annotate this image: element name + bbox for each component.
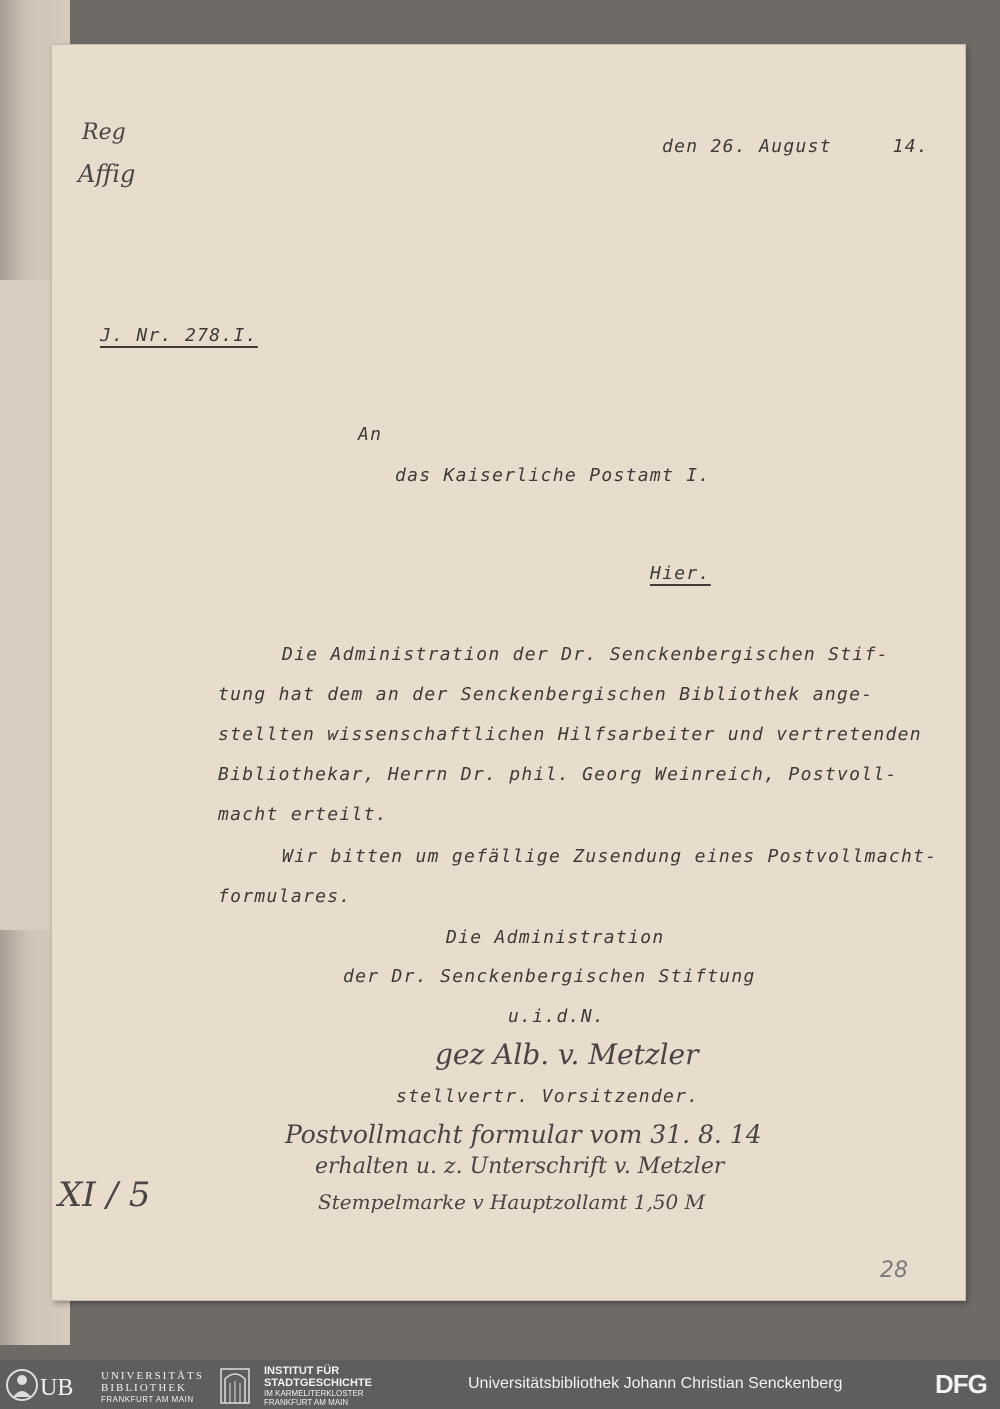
- body-line-3: stellten wissenschaftlichen Hilfsarbeiter und vertretenden: [218, 724, 922, 745]
- ub-name-line1: UNIVERSITÄTS: [101, 1370, 204, 1382]
- page-number: 28: [880, 1258, 908, 1283]
- corner-note-1: Reg: [82, 120, 126, 145]
- closing-line-1: Die Administration: [446, 927, 665, 948]
- addressee-name: das Kaiserliche Postamt I.: [395, 465, 711, 486]
- dfg-logo: DFG: [935, 1369, 987, 1399]
- library-name: Universitätsbibliothek Johann Christian Senckenberg: [468, 1375, 843, 1392]
- body-line-2: tung hat dem an der Senckenbergischen Bibliothek ange-: [218, 684, 874, 705]
- underlying-page-strip: [0, 280, 59, 930]
- postscript-line-3: Stempelmarke v Hauptzollamt 1,50 M: [318, 1190, 706, 1214]
- postscript-line-2: erhalten u. z. Unterschrift v. Metzler: [315, 1154, 725, 1179]
- body-line-1: Die Administration der Dr. Senckenbergischen Stif-: [282, 644, 889, 665]
- isg-name-line2: STADTGESCHICHTE: [264, 1377, 372, 1389]
- ub-logo-icon: [4, 1365, 74, 1405]
- svg-text:UB: UB: [40, 1375, 74, 1401]
- closing-line-2: der Dr. Senckenbergischen Stiftung: [343, 966, 756, 987]
- letter-date: den 26. August 14.: [662, 136, 930, 157]
- body-line-4: Bibliothekar, Herrn Dr. phil. Georg Weinreich, Postvoll-: [218, 764, 898, 785]
- signer-title: stellvertr. Vorsitzender.: [396, 1086, 700, 1107]
- isg-name-line4: FRANKFURT AM MAIN: [264, 1398, 349, 1407]
- signature: gez Alb. v. Metzler: [435, 1038, 699, 1071]
- addressee-place: Hier.: [650, 563, 711, 584]
- closing-line-3: u.i.d.N.: [508, 1006, 606, 1027]
- isg-logo-icon: [215, 1365, 255, 1405]
- footer-bar: [0, 1360, 1000, 1409]
- ub-name-line3: FRANKFURT AM MAIN: [101, 1395, 194, 1404]
- corner-note-2: Affig: [78, 160, 136, 188]
- addressee-an: An: [358, 424, 383, 445]
- body-line-5: macht erteilt.: [218, 804, 388, 825]
- postscript-line-1: Postvollmacht formular vom 31. 8. 14: [285, 1120, 762, 1149]
- isg-name-line1: INSTITUT FÜR: [264, 1365, 340, 1377]
- journal-number: J. Nr. 278.I.: [100, 325, 258, 346]
- isg-name-line3: IM KARMELITERKLOSTER: [264, 1389, 364, 1398]
- body-line-7: formulares.: [218, 886, 352, 907]
- body-line-6: Wir bitten um gefällige Zusendung eines Postvollmacht-: [282, 846, 938, 867]
- ub-name-line2: BIBLIOTHEK: [101, 1382, 187, 1394]
- file-mark: XI / 5: [58, 1175, 151, 1215]
- letter-sheet: [52, 45, 965, 1300]
